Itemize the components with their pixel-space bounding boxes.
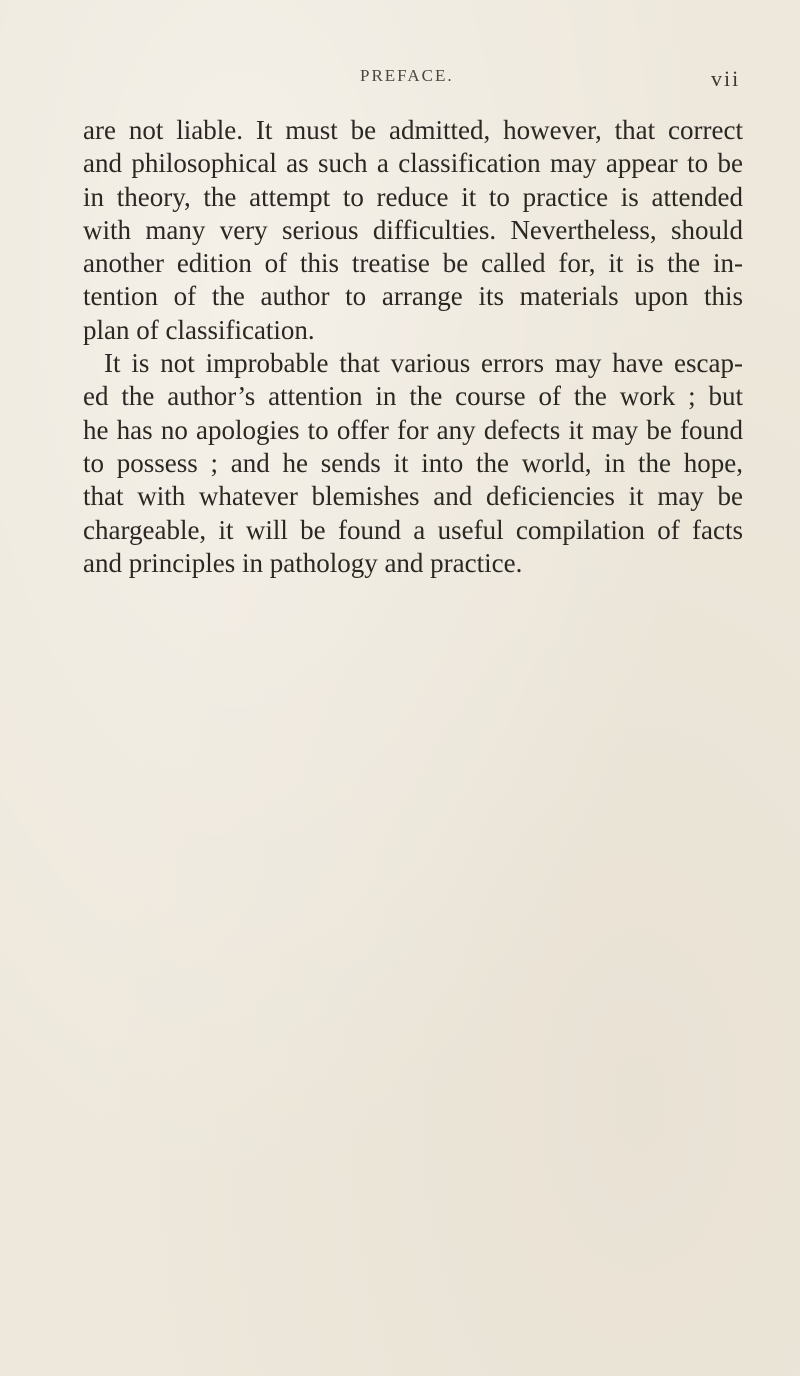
running-head-title: PREFACE.	[360, 66, 454, 85]
text-line: ed the author’s attention in the course of the work ; but	[83, 381, 743, 412]
text-line: that with whatever blemishes and deficiencies it may be	[83, 481, 743, 512]
paragraph-start-line: It is not improbable that various errors may have escap-	[104, 348, 743, 379]
page-number: vii	[711, 66, 741, 91]
text-line: chargeable, it will be found a useful compilation of facts	[83, 514, 743, 545]
paragraph-end-line: plan of classification.	[83, 314, 315, 345]
body-text	[83, 114, 743, 580]
text-line: he has no apologies to offer for any defects it may be found	[83, 414, 743, 445]
paragraph-end-line: and principles in pathology and practice.	[83, 547, 523, 578]
text-line: another edition of this treatise be called for, it is the in-	[83, 248, 743, 279]
text-line: in theory, the attempt to reduce it to practice is attended	[83, 181, 743, 212]
text-line: tention of the author to arrange its materials upon this	[83, 281, 743, 312]
text-line: are not liable. It must be admitted, however, that correct	[83, 115, 743, 145]
text-line: with many very serious difficulties. Nevertheless, should	[83, 214, 743, 245]
text-line: and philosophical as such a classification may appear to be	[83, 148, 743, 179]
text-line: to possess ; and he sends it into the world, in the hope,	[83, 447, 743, 478]
running-head	[0, 66, 800, 96]
